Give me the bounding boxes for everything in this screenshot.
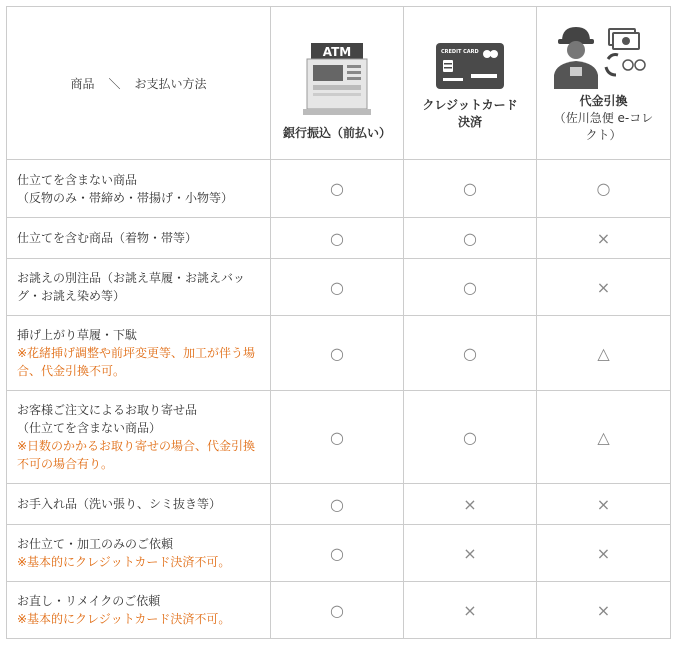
bank-availability: ○ bbox=[271, 218, 404, 259]
product-cell: お仕立て・加工のみのご依頼 ※基本的にクレジットカード決済不可。 bbox=[7, 525, 271, 582]
card-availability: × bbox=[404, 484, 537, 525]
cod-availability: ○ bbox=[537, 160, 671, 218]
product-note: ※基本的にクレジットカード決済不可。 bbox=[17, 612, 231, 626]
table-row bbox=[7, 582, 671, 639]
header-bank-transfer bbox=[271, 7, 404, 160]
table-row bbox=[7, 316, 671, 391]
credit-card-icon bbox=[435, 42, 505, 90]
table-row bbox=[7, 160, 671, 218]
header-bank-transfer-label: 銀行振込（前払い） bbox=[282, 126, 391, 140]
header-cash-on-delivery-sub: （佐川急便 e-コレ クト） bbox=[553, 111, 654, 142]
product-cell: 仕立てを含む商品（着物・帯等） bbox=[7, 218, 271, 259]
product-cell: 仕立てを含まない商品 （反物のみ・帯締め・帯揚げ・小物等） bbox=[7, 160, 271, 218]
bank-availability: ○ bbox=[271, 316, 404, 391]
card-availability: × bbox=[404, 525, 537, 582]
product-cell: お直し・リメイクのご依頼 ※基本的にクレジットカード決済不可。 bbox=[7, 582, 271, 639]
bank-availability: ○ bbox=[271, 525, 404, 582]
table-row bbox=[7, 391, 671, 484]
card-availability: × bbox=[404, 582, 537, 639]
header-payment-label: お支払い方法 bbox=[134, 76, 207, 91]
bank-availability: ○ bbox=[271, 391, 404, 484]
bank-availability: ○ bbox=[271, 160, 404, 218]
card-availability: ○ bbox=[404, 316, 537, 391]
product-note: ※花緒挿げ調整や前坪変更等、加工が伴う場 合、代金引換不可。 bbox=[17, 346, 256, 378]
credit-card-icon-text: CREDIT CARD bbox=[441, 49, 479, 55]
cod-availability: × bbox=[537, 218, 671, 259]
product-note: ※日数のかかるお取り寄せの場合、代金引換 不可の場合有り。 bbox=[17, 439, 256, 471]
bank-availability: ○ bbox=[271, 582, 404, 639]
header-separator: ＼ bbox=[108, 76, 121, 91]
cod-availability: × bbox=[537, 484, 671, 525]
cod-availability: × bbox=[537, 525, 671, 582]
table-row bbox=[7, 525, 671, 582]
table-header-row bbox=[7, 7, 671, 160]
table-row bbox=[7, 484, 671, 525]
table-row bbox=[7, 218, 671, 259]
header-product-label: 商品 bbox=[70, 76, 95, 91]
table-row bbox=[7, 259, 671, 316]
delivery-person-icon bbox=[552, 25, 656, 91]
product-cell: お誂えの別注品（お誂え草履・お誂えバッ グ・お誂え染め等） bbox=[7, 259, 271, 316]
atm-icon bbox=[297, 39, 377, 119]
card-availability: ○ bbox=[404, 259, 537, 316]
payment-methods-table bbox=[6, 6, 671, 639]
cod-availability: × bbox=[537, 582, 671, 639]
product-cell: お客様ご注文によるお取り寄せ品 （仕立てを含まない商品） ※日数のかかるお取り寄せの場合、代金引換 不可の場合有り。 bbox=[7, 391, 271, 484]
header-cash-on-delivery bbox=[537, 7, 671, 160]
header-cash-on-delivery-label: 代金引換 bbox=[579, 94, 628, 108]
atm-icon-text: ATM bbox=[322, 45, 352, 59]
product-cell: 挿げ上がり草履・下駄 ※花緒挿げ調整や前坪変更等、加工が伴う場 合、代金引換不可。 bbox=[7, 316, 271, 391]
card-availability: ○ bbox=[404, 391, 537, 484]
header-credit-card bbox=[404, 7, 537, 160]
product-cell: お手入れ品（洗い張り、シミ抜き等） bbox=[7, 484, 271, 525]
card-availability: ○ bbox=[404, 218, 537, 259]
cod-availability: △ bbox=[537, 316, 671, 391]
product-note: ※基本的にクレジットカード決済不可。 bbox=[17, 555, 231, 569]
header-corner bbox=[7, 7, 271, 160]
cod-availability: × bbox=[537, 259, 671, 316]
card-availability: ○ bbox=[404, 160, 537, 218]
bank-availability: ○ bbox=[271, 484, 404, 525]
bank-availability: ○ bbox=[271, 259, 404, 316]
cod-availability: △ bbox=[537, 391, 671, 484]
header-credit-card-label: クレジットカード 決済 bbox=[422, 98, 518, 129]
